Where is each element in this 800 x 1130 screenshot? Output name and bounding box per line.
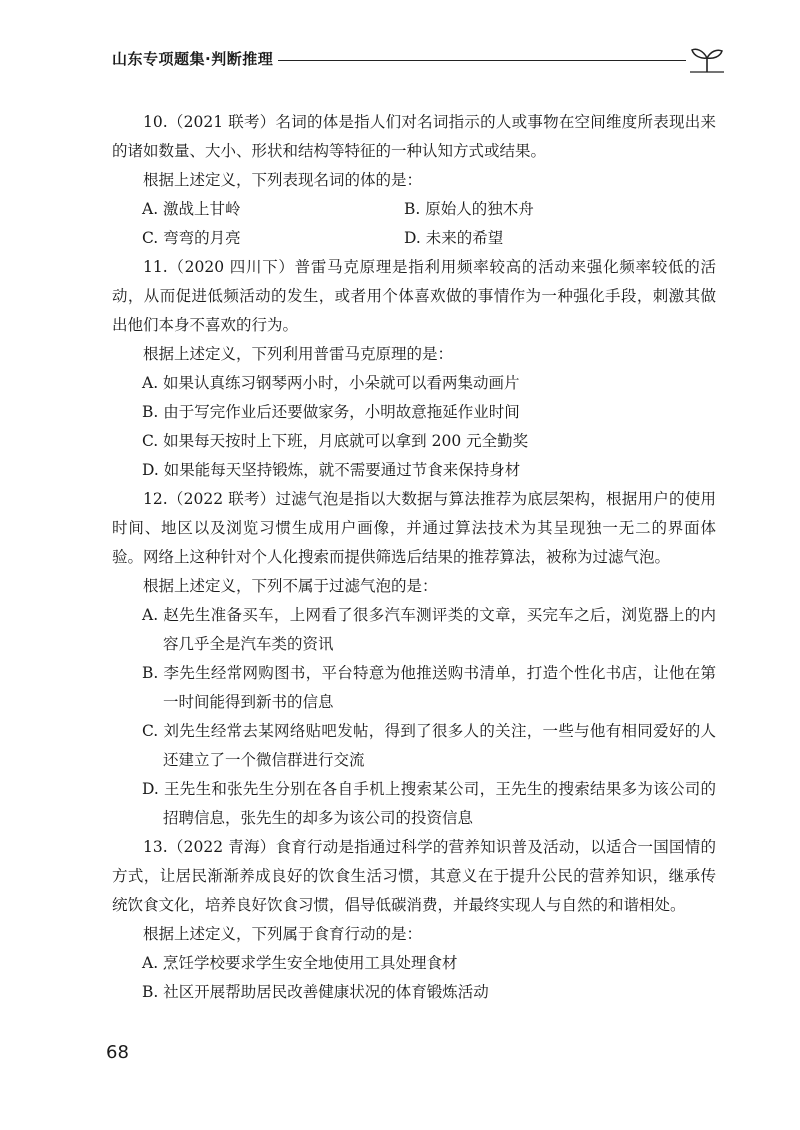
page-number: 68 <box>106 1042 129 1063</box>
question-11-option-d: D. 如果能每天坚持锻炼，就不需要通过节食来保持身材 <box>142 461 521 479</box>
question-11-prompt: 根据上述定义，下列利用普雷马克原理的是： <box>143 345 454 363</box>
question-11-option-a: A. 如果认真练习钢琴两小时，小朵就可以看两集动画片 <box>142 374 520 392</box>
question-10-options-row-1 <box>112 195 716 224</box>
question-11-option-b: B. 由于写完作业后还要做家务，小明故意拖延作业时间 <box>142 403 520 421</box>
question-12-option-b: B. 李先生经常网购图书，平台特意为他推送购书清单，打造个性化书店，让他在第一时间能得到新书的信息 <box>142 664 716 711</box>
header-title: 山东专项题集·判断推理 <box>112 50 274 68</box>
question-10-option-c: C. 弯弯的月亮 <box>142 229 241 247</box>
question-11-stem: 11.（2020 四川下）普雷马克原理是指利用频率较高的活动来强化频率较低的活动，从而促进低频活动的发生，或者用个体喜欢做的事情作为一种强化手段，刺激其做出他们本身不喜欢的行为。 <box>112 258 716 334</box>
question-12-option-d: D. 王先生和张先生分别在各自手机上搜索某公司，王先生的搜索结果多为该公司的招聘信息，张先生的却多为该公司的投资信息 <box>142 780 716 827</box>
sprout-icon <box>690 44 724 74</box>
question-12-stem: 12.（2022 联考）过滤气泡是指以大数据与算法推荐为底层架构，根据用户的使用时间、地区以及浏览习惯生成用户画像，并通过算法技术为其呈现独一无二的界面体验。网络上这种针对个人化搜索而提供筛选后结果的推荐算法，被称为过滤气泡。 <box>112 490 716 566</box>
question-10-option-b: B. 原始人的独木舟 <box>404 200 534 218</box>
question-13-prompt: 根据上述定义，下列属于食育行动的是： <box>143 925 423 943</box>
question-13-stem: 13.（2022 青海）食育行动是指通过科学的营养知识普及活动，以适合一国国情的方式，让居民渐渐养成良好的饮食生活习惯，其意义在于提升公民的营养知识，继承传统饮食文化，培养良好饮食习惯，倡导低碳消费，并最终实现人与自然的和谐相处。 <box>112 838 716 914</box>
question-12-prompt: 根据上述定义，下列不属于过滤气泡的是： <box>143 577 438 595</box>
question-13-option-b: B. 社区开展帮助居民改善健康状况的体育锻炼活动 <box>142 983 489 1001</box>
question-12-option-c: C. 刘先生经常去某网络贴吧发帖，得到了很多人的关注，一些与他有相同爱好的人还建立了一个微信群进行交流 <box>142 722 716 769</box>
question-10-stem: 10.（2021 联考）名词的体是指人们对名词指示的人或事物在空间维度所表现出来的诸如数量、大小、形状和结构等特征的一种认知方式或结果。 <box>112 113 716 160</box>
page-header <box>112 44 722 78</box>
question-13-option-a: A. 烹饪学校要求学生安全地使用工具处理食材 <box>142 954 458 972</box>
page-content <box>112 108 716 1007</box>
question-10-option-d: D. 未来的希望 <box>404 229 504 247</box>
question-10-prompt: 根据上述定义，下列表现名词的体的是： <box>143 171 423 189</box>
question-12-option-a: A. 赵先生准备买车，上网看了很多汽车测评类的文章，买完车之后，浏览器上的内容几乎全是汽车类的资讯 <box>142 606 716 653</box>
question-10-options-row-2 <box>112 224 716 253</box>
question-10-option-a: A. 激战上甘岭 <box>142 200 241 218</box>
question-11-option-c: C. 如果每天按时上下班，月底就可以拿到 200 元全勤奖 <box>142 432 529 450</box>
header-divider <box>278 60 686 61</box>
